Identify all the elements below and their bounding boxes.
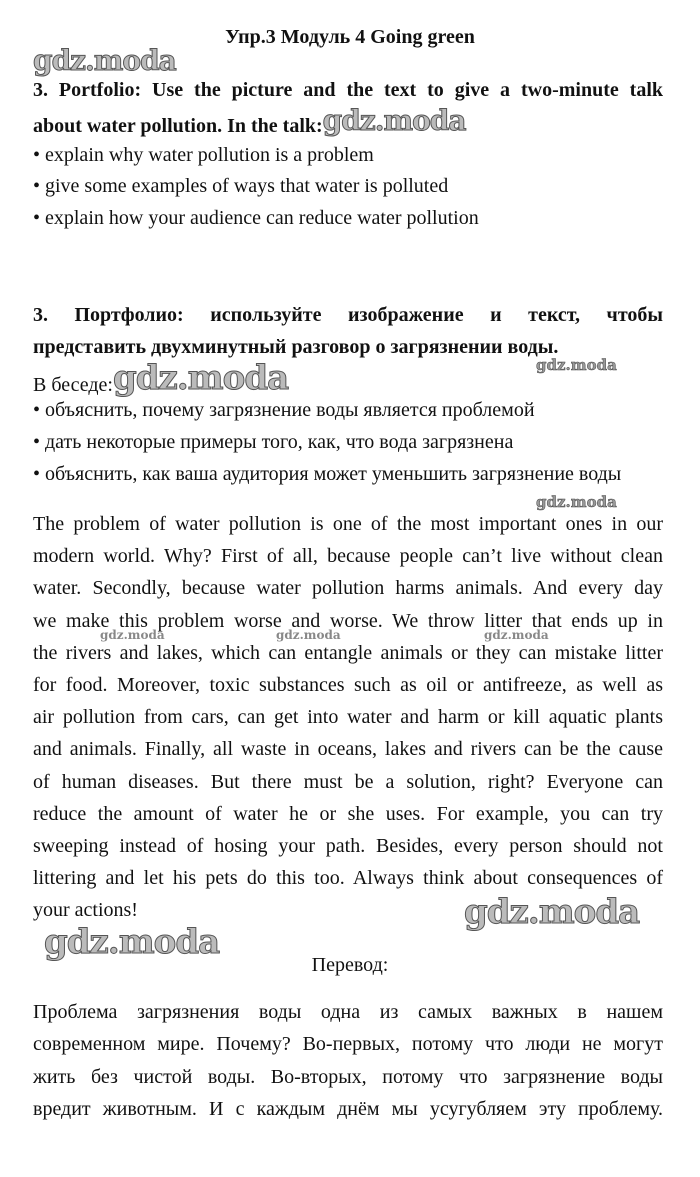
page-title: Упр.3 Модуль 4 Going green bbox=[225, 26, 475, 48]
task-ru-bullet: • объяснить, как ваша аудитория может уменьшить загрязнение воды bbox=[33, 463, 622, 485]
watermark: gdz.moda bbox=[112, 358, 289, 398]
paragraph-line: air pollution from cars, can get into water and harm or kill aquatic plants bbox=[33, 706, 663, 729]
paragraph-line: Проблема загрязнения воды одна из самых важных в нашем bbox=[33, 1001, 663, 1023]
task-ru-line: представить двухминутный разговор о загрязнении воды. bbox=[33, 336, 559, 358]
paragraph-line: the rivers and lakes, which can entangle animals or they can mistake litter bbox=[33, 641, 663, 664]
paragraph-line: вредит животным. И с каждым днём мы усугубляем эту проблему. bbox=[33, 1097, 663, 1120]
task-en-bullet: • explain why water pollution is a problem bbox=[33, 144, 374, 166]
paragraph-line: modern world. Why? First of all, because people can’t live without clean bbox=[33, 545, 663, 568]
task-ru-intro-text: В беседе: bbox=[33, 374, 113, 396]
watermark: gdz.moda bbox=[322, 104, 466, 137]
translation-label: Перевод: bbox=[311, 954, 389, 976]
task-en-line: 3. Portfolio: Use the picture and the text to give a two-minute talk bbox=[33, 79, 663, 101]
watermark: gdz.moda bbox=[100, 628, 165, 642]
task-en-bullet: • give some examples of ways that water is polluted bbox=[33, 175, 449, 197]
task-en-text: about water pollution. In the talk: bbox=[33, 115, 323, 137]
paragraph-line: for food. Moreover, toxic substances such as oil or antifreeze, as well as bbox=[33, 674, 663, 696]
paragraph-line: The problem of water pollution is one of the most important ones in our bbox=[33, 513, 663, 535]
paragraph-line: and animals. Finally, all waste in oceans, lakes and rivers can be the cause bbox=[33, 738, 663, 761]
watermark: gdz.moda bbox=[44, 922, 220, 962]
task-ru-bullet: • дать некоторые примеры того, как, что вода загрязнена bbox=[33, 431, 514, 453]
task-en-line bbox=[33, 104, 663, 138]
watermark: gdz.moda bbox=[484, 628, 549, 642]
task-ru-bullet: • объяснить, почему загрязнение воды является проблемой bbox=[33, 399, 535, 421]
task-ru-intro bbox=[33, 358, 663, 398]
paragraph-line: of human diseases. But there must be a solution, right? Everyone can bbox=[33, 770, 663, 793]
watermark: gdz.moda bbox=[536, 356, 617, 374]
paragraph-line: littering and let his pets do this too. Always think about consequences of bbox=[33, 867, 663, 890]
paragraph-line: reduce the amount of water he or she uses. For example, you can try bbox=[33, 802, 663, 825]
watermark: gdz.moda bbox=[464, 892, 640, 932]
watermark: gdz.moda bbox=[276, 628, 341, 642]
paragraph-line: your actions! bbox=[33, 899, 138, 922]
watermark: gdz.moda bbox=[536, 493, 617, 511]
task-ru-line: 3. Портфолио: используйте изображение и текст, чтобы bbox=[33, 304, 663, 326]
paragraph-line: sweeping instead of hosing your path. Besides, every person should not bbox=[33, 835, 663, 857]
paragraph-line: we make this problem worse and worse. We throw litter that ends up in bbox=[33, 609, 663, 632]
task-en-bullet: • explain how your audience can reduce water pollution bbox=[33, 207, 479, 229]
paragraph-line: современном мире. Почему? Во-первых, потому что люди не могут bbox=[33, 1033, 663, 1056]
watermark: gdz.moda bbox=[33, 44, 176, 77]
paragraph-line: water. Secondly, because water pollution harms animals. And every day bbox=[33, 577, 663, 600]
paragraph-line: жить без чистой воды. Во-вторых, потому что загрязнение воды bbox=[33, 1065, 663, 1088]
